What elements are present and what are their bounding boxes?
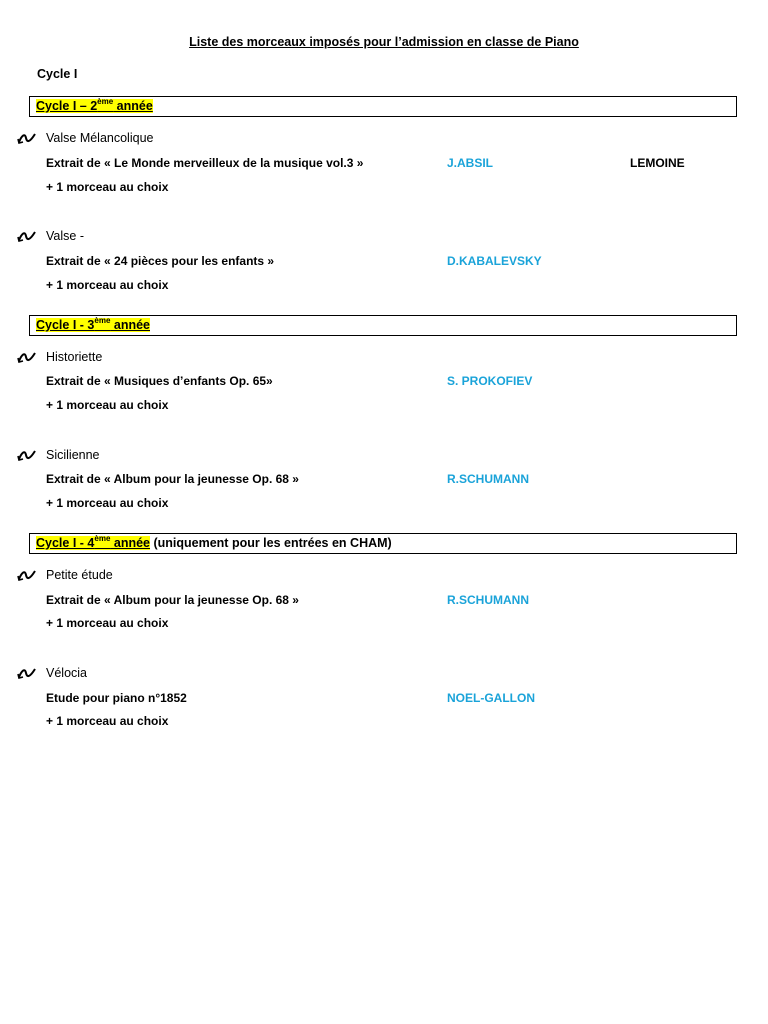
piece-choice: + 1 morceau au choix — [46, 278, 169, 292]
section-label: Cycle I - 3 — [36, 318, 95, 332]
curved-arrow-icon — [17, 350, 37, 364]
piece-choice: + 1 morceau au choix — [46, 180, 169, 194]
cycle-label: Cycle I — [37, 67, 78, 81]
section-header-3eme-annee — [29, 315, 737, 336]
piece-composer: R.SCHUMANN — [447, 472, 529, 486]
piece-composer: D.KABALEVSKY — [447, 254, 542, 268]
piece-extract: Extrait de « Musiques d’enfants Op. 65» — [46, 374, 273, 388]
piece-choice: + 1 morceau au choix — [46, 398, 169, 412]
piece-publisher: LEMOINE — [630, 156, 685, 170]
curved-arrow-icon — [17, 229, 37, 243]
section-label-end: année — [113, 99, 153, 113]
section-suffix: (uniquement pour les entrées en CHAM) — [150, 536, 392, 550]
section-highlight — [36, 99, 153, 113]
piece-title: Valse - — [46, 229, 84, 243]
piece-extract: Extrait de « Album pour la jeunesse Op. 68 » — [46, 472, 299, 486]
section-header-2eme-annee — [29, 96, 737, 117]
section-label-sup: ème — [94, 316, 111, 325]
piece-composer: J.ABSIL — [447, 156, 494, 170]
piece-title: Valse Mélancolique — [46, 131, 154, 145]
section-label-end: année — [110, 318, 150, 332]
section-label-sup: ème — [94, 534, 111, 543]
section-highlight — [36, 536, 150, 550]
piece-extract: Extrait de « 24 pièces pour les enfants » — [46, 254, 275, 268]
piece-choice: + 1 morceau au choix — [46, 496, 169, 510]
piece-title: Sicilienne — [46, 448, 100, 462]
section-label: Cycle I - 4 — [36, 536, 95, 550]
curved-arrow-icon — [17, 131, 37, 145]
section-label-sup: ème — [97, 97, 114, 106]
section-highlight — [36, 318, 150, 332]
piece-choice: + 1 morceau au choix — [46, 616, 169, 630]
section-label-end: année — [110, 536, 150, 550]
piece-composer: R.SCHUMANN — [447, 593, 529, 607]
piece-composer: S. PROKOFIEV — [447, 374, 533, 388]
curved-arrow-icon — [17, 666, 37, 680]
section-header-4eme-annee — [29, 533, 737, 554]
curved-arrow-icon — [17, 448, 37, 462]
piece-title: Vélocia — [46, 666, 87, 680]
piece-choice: + 1 morceau au choix — [46, 714, 169, 728]
piece-title: Historiette — [46, 350, 103, 364]
curved-arrow-icon — [17, 568, 37, 582]
piece-extract: Extrait de « Le Monde merveilleux de la musique vol.3 » — [46, 156, 364, 170]
piece-title: Petite étude — [46, 568, 113, 582]
piece-extract: Extrait de « Album pour la jeunesse Op. 68 » — [46, 593, 299, 607]
section-label: Cycle I – 2 — [36, 99, 98, 113]
piece-composer: NOEL-GALLON — [447, 691, 535, 705]
document-title: Liste des morceaux imposés pour l’admission en classe de Piano — [189, 35, 579, 49]
piece-extract: Etude pour piano n°1852 — [46, 691, 187, 705]
